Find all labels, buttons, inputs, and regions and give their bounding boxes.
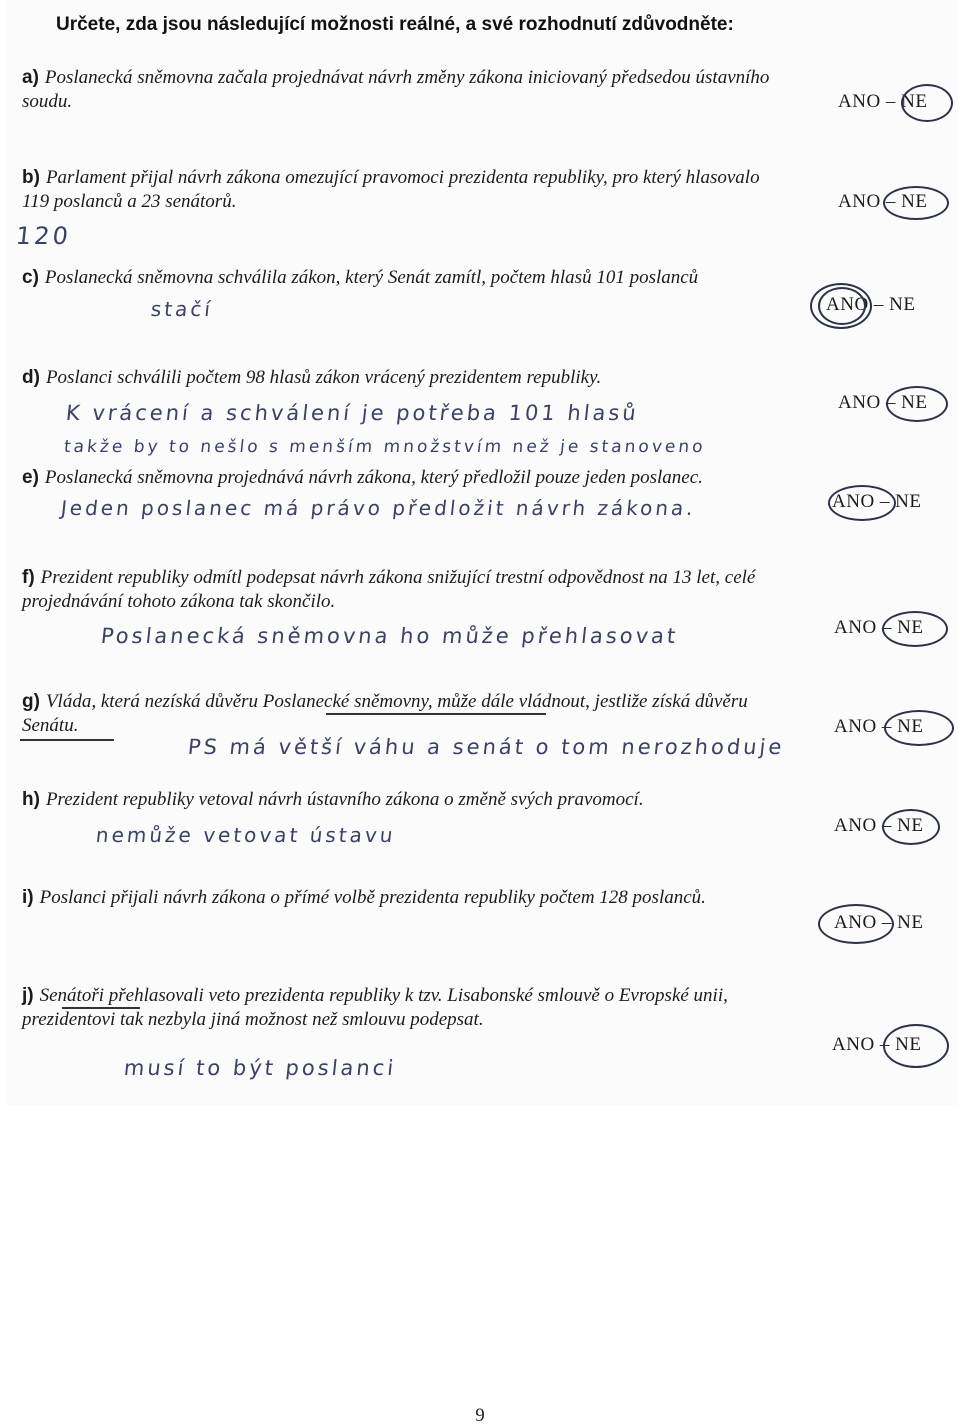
- circle-mark: [882, 611, 948, 647]
- question-text-cont: Senátu.: [22, 715, 79, 736]
- question-text: Vláda, která nezíská důvěru Poslanecké sněmovny, může dále vládnout, jestliže získá důvěru: [45, 691, 748, 712]
- question-letter: e): [22, 467, 39, 488]
- circle-mark: [818, 904, 894, 944]
- answer-g: ANO – NE: [834, 716, 924, 737]
- handwritten-note: PS má větší váhu a senát o tom nerozhoduje: [186, 735, 786, 759]
- question-text: Senátoři přehlasovali veto prezidenta republiky k tzv. Lisabonské smlouvě o Evropské unii,: [39, 985, 728, 1006]
- question-letter: i): [22, 887, 34, 908]
- answer-h: ANO – NE: [834, 815, 924, 836]
- answer-i: ANO – NE: [834, 912, 924, 933]
- circle-mark: [883, 1024, 949, 1068]
- page-number: 9: [475, 1405, 485, 1426]
- circle-mark: [883, 186, 949, 220]
- question-letter: d): [22, 367, 40, 388]
- question-d: [22, 366, 601, 390]
- question-a: [22, 66, 769, 114]
- circle-mark: [828, 485, 896, 521]
- question-text: Poslanecká sněmovna schválila zákon, který Senát zamítl, počtem hlasů 101 poslanců: [44, 267, 699, 288]
- underline-mark: [326, 713, 546, 715]
- question-text: Poslanci přijali návrh zákona o přímé volbě prezidenta republiky počtem 128 poslanců.: [39, 887, 706, 908]
- answer-j: ANO – NE: [832, 1034, 922, 1055]
- answer-e: ANO – NE: [832, 491, 922, 512]
- question-text: Parlament přijal návrh zákona omezující pravomoci prezidenta republiky, pro který hlasovalo: [45, 167, 760, 188]
- answer-c: ANO – NE: [826, 294, 916, 315]
- question-text: Prezident republiky odmítl podepsat návrh zákona snižující trestní odpovědnost na 13 let, celé: [40, 567, 756, 588]
- question-letter: j): [22, 985, 34, 1006]
- answer-d: ANO – NE: [838, 392, 928, 413]
- circle-mark: [818, 287, 866, 325]
- underline-mark: [20, 739, 114, 741]
- question-text-cont: prezidentovi tak nezbyla jiná možnost než smlouvu podepsat.: [22, 1009, 484, 1030]
- question-letter: b): [22, 167, 40, 188]
- question-letter: g): [22, 691, 40, 712]
- question-letter: h): [22, 789, 40, 810]
- question-text: Prezident republiky vetoval návrh ústavního zákona o změně svých pravomocí.: [45, 789, 644, 810]
- question-e: [22, 466, 703, 490]
- underline-mark: [62, 1007, 140, 1009]
- question-c: [22, 266, 698, 290]
- handwritten-note: Poslanecká sněmovna ho může přehlasovat: [99, 624, 680, 648]
- question-text-cont: 119 poslanců a 23 senátorů.: [22, 191, 237, 212]
- question-letter: c): [22, 267, 39, 288]
- handwritten-note: musí to být poslanci: [122, 1056, 398, 1080]
- question-text: Poslanecká sněmovna projednává návrh zákona, který předložil pouze jeden poslanec.: [44, 467, 703, 488]
- handwritten-note: stačí: [149, 297, 215, 321]
- circle-mark: [884, 710, 954, 746]
- circle-mark: [882, 809, 940, 845]
- question-text-cont: soudu.: [22, 91, 73, 112]
- question-text: Poslanci schválili počtem 98 hlasů zákon vrácený prezidentem republiky.: [45, 367, 602, 388]
- question-text: Poslanecká sněmovna začala projednávat návrh změny zákona iniciovaný předsedou ústavního: [44, 67, 770, 88]
- circle-mark: [901, 84, 953, 122]
- circle-mark: [886, 386, 948, 422]
- answer-a: ANO – NE: [838, 91, 928, 112]
- answer-f: ANO – NE: [834, 617, 924, 638]
- question-h: [22, 788, 644, 812]
- question-f: [22, 566, 755, 614]
- scanned-worksheet: [6, 0, 958, 1105]
- question-letter: a): [22, 67, 39, 88]
- answer-b: ANO – NE: [838, 191, 928, 212]
- handwritten-note: K vrácení a schválení je potřeba 101 hlasů: [64, 401, 640, 425]
- worksheet-title: Určete, zda jsou následující možnosti reálné, a své rozhodnutí zdůvodněte:: [56, 14, 734, 35]
- handwritten-note: nemůže vetovat ústavu: [94, 823, 397, 847]
- question-letter: f): [22, 567, 35, 588]
- question-b: [22, 166, 760, 214]
- handwritten-note: Jeden poslanec má právo předložit návrh zákona.: [59, 496, 698, 520]
- question-i: [22, 886, 706, 910]
- question-text-cont: projednávání tohoto zákona tak skončilo.: [22, 591, 336, 612]
- handwritten-note: takže by to nešlo s menším množstvím než je stanoveno: [62, 437, 707, 457]
- handwritten-note: 120: [14, 222, 73, 250]
